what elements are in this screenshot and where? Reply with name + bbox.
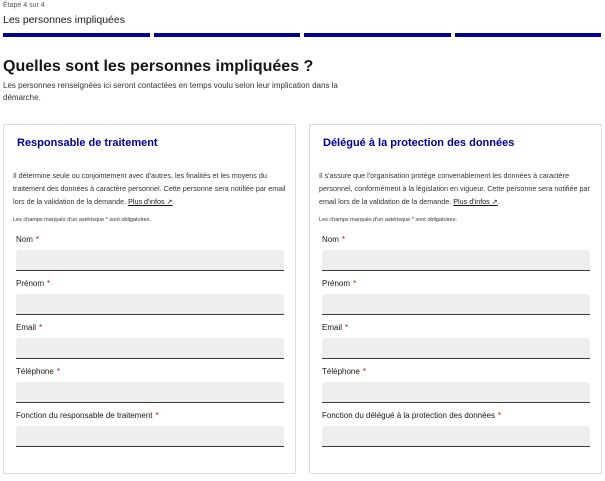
label-text: Fonction du délégué à la protection des données bbox=[322, 411, 496, 420]
field-input[interactable] bbox=[322, 250, 590, 271]
label-text: Téléphone bbox=[16, 367, 54, 376]
description-text: Il détermine seule ou conjointement avec d'autres, les finalités et les moyens du traitement des données à caractère personnel. Cette personne sera notifiée par email lors de la validation de la demande. bbox=[13, 171, 286, 206]
field-label bbox=[322, 323, 348, 332]
field-input[interactable] bbox=[322, 294, 590, 315]
label-text: Email bbox=[16, 323, 37, 332]
card-dpo bbox=[309, 124, 602, 474]
step-counter: Étape 4 sur 4 bbox=[3, 2, 45, 9]
field-input[interactable] bbox=[16, 250, 284, 271]
field-input[interactable] bbox=[322, 426, 590, 447]
field-input[interactable] bbox=[16, 382, 284, 403]
card-description: Il détermine seule ou conjointement avec d'autres, les finalités et les moyens du traitement des données à caractère personnel. Cette personne sera notifiée par email lors de la validation de la demande. Plus d'infos ↗. bbox=[13, 171, 286, 206]
step-title: Les personnes impliquées bbox=[3, 14, 125, 26]
required-asterisk: * bbox=[353, 279, 357, 288]
required-asterisk: * bbox=[155, 411, 159, 420]
stepper-progress bbox=[3, 33, 601, 37]
field-label bbox=[322, 367, 366, 376]
field-input[interactable] bbox=[322, 382, 590, 403]
card-description: Il s'assure que l'organisation protège convenablement les données à caractère personnel, conformément à la législation en vigueur. Cette personne sera notifiée par email lors de la validation de la demande. Plus d'infos ↗. bbox=[319, 171, 590, 206]
label-text: Téléphone bbox=[322, 367, 360, 376]
label-text: Nom bbox=[16, 235, 33, 244]
description-text: Il s'assure que l'organisation protège convenablement les données à caractère personnel, conformément à la législation en vigueur. Cette personne sera notifiée par email lors de la validation de la demande. bbox=[319, 171, 590, 206]
label-text: Prénom bbox=[16, 279, 45, 288]
step-bar bbox=[455, 33, 602, 37]
field-label bbox=[16, 411, 159, 420]
field-label bbox=[16, 279, 50, 288]
card-title: Délégué à la protection des données bbox=[323, 137, 515, 149]
field-input[interactable] bbox=[16, 294, 284, 315]
step-bar bbox=[3, 33, 150, 37]
label-text: Email bbox=[322, 323, 343, 332]
label-text: Fonction du responsable de traitement bbox=[16, 411, 153, 420]
more-info-link[interactable]: Plus d'infos ↗ bbox=[128, 197, 173, 206]
label-text: Nom bbox=[322, 235, 339, 244]
field-label bbox=[322, 235, 345, 244]
required-note: Les champs marqués d'un astérisque * sont obligatoires. bbox=[319, 217, 458, 223]
required-asterisk: * bbox=[56, 367, 60, 376]
step-bar bbox=[304, 33, 451, 37]
required-asterisk: * bbox=[362, 367, 366, 376]
page-title: Quelles sont les personnes impliquées ? bbox=[3, 58, 314, 75]
label-text: Prénom bbox=[322, 279, 351, 288]
field-label bbox=[16, 367, 60, 376]
card-responsable bbox=[3, 124, 296, 474]
field-input[interactable] bbox=[16, 426, 284, 447]
field-input[interactable] bbox=[322, 338, 590, 359]
step-bar bbox=[154, 33, 301, 37]
required-asterisk: * bbox=[341, 235, 346, 244]
card-title: Responsable de traitement bbox=[17, 137, 158, 149]
field-label bbox=[16, 323, 42, 332]
field-label bbox=[322, 279, 356, 288]
intro-text: Les personnes renseignées ici seront contactées en temps voulu selon leur implication dans la démarche. bbox=[3, 81, 338, 102]
field-label bbox=[322, 411, 501, 420]
required-note: Les champs marqués d'un astérisque * sont obligatoires. bbox=[13, 217, 152, 223]
required-asterisk: * bbox=[39, 323, 43, 332]
more-info-link[interactable]: Plus d'infos ↗ bbox=[453, 197, 498, 206]
field-input[interactable] bbox=[16, 338, 284, 359]
required-asterisk: * bbox=[345, 323, 349, 332]
field-label bbox=[16, 235, 39, 244]
required-asterisk: * bbox=[35, 235, 40, 244]
required-asterisk: * bbox=[498, 411, 502, 420]
required-asterisk: * bbox=[47, 279, 51, 288]
